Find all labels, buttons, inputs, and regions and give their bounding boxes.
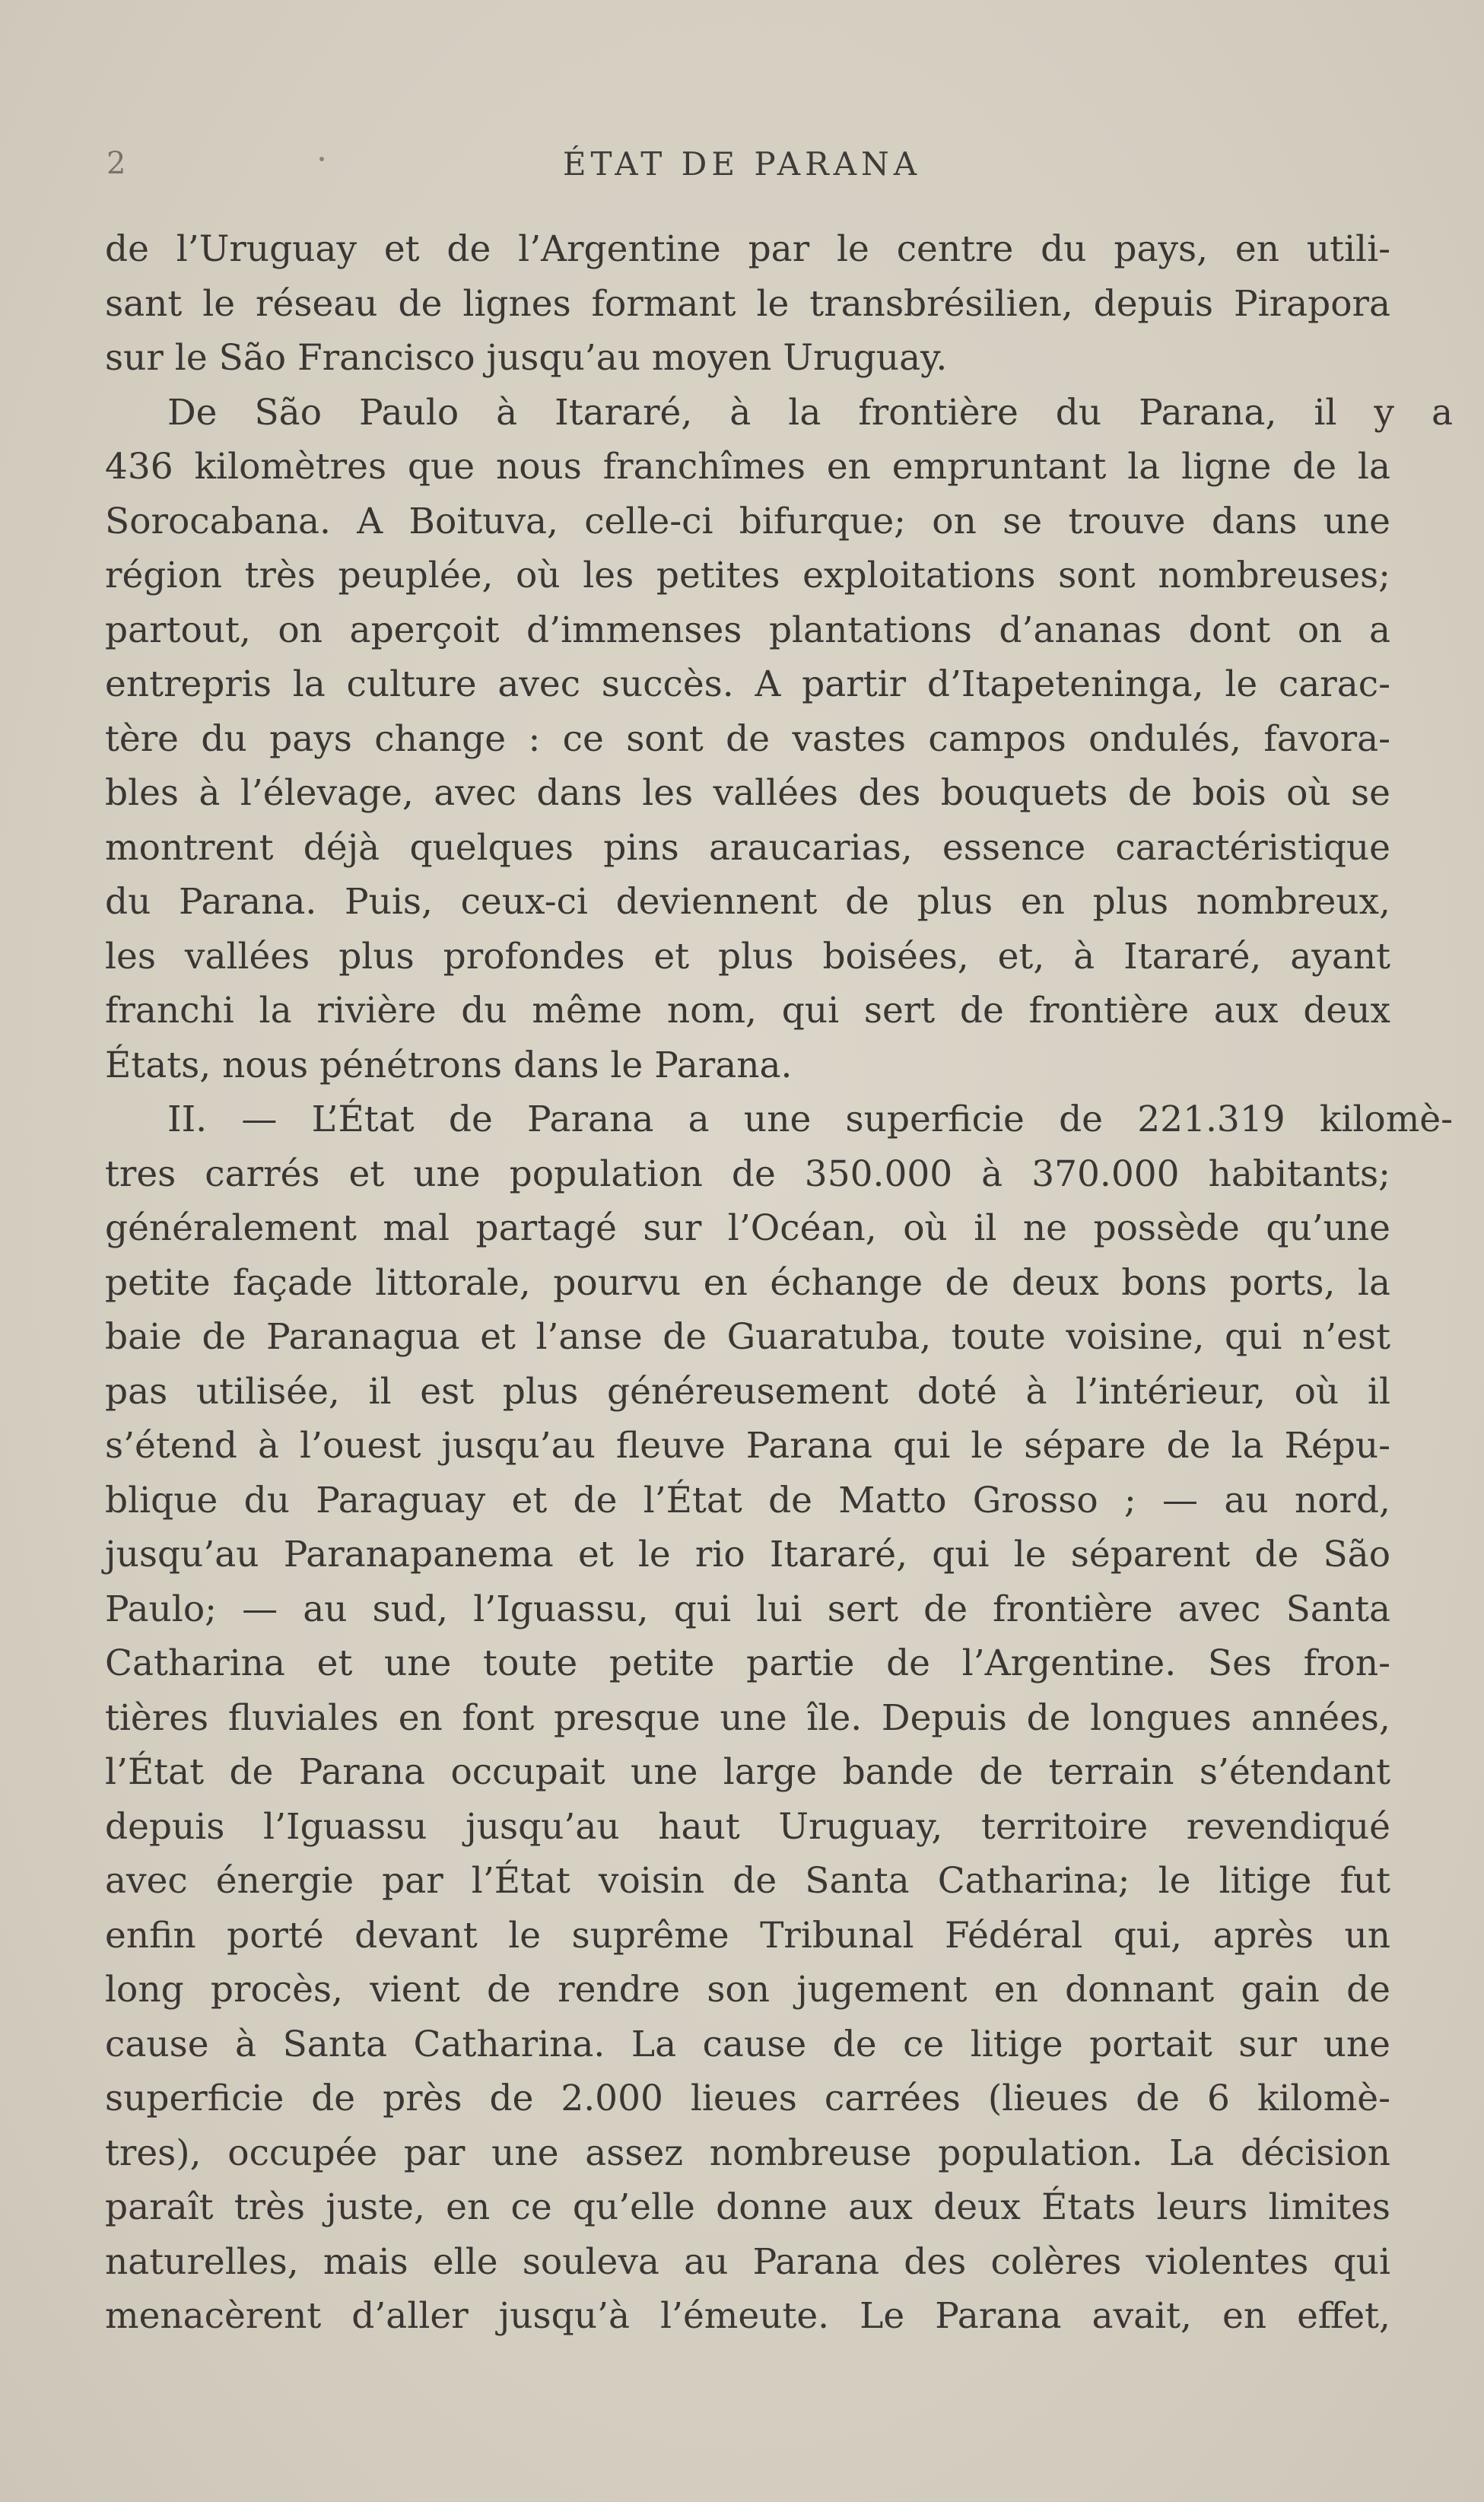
- text-line: long procès, vient de rendre son jugement en donnant gain de: [105, 1969, 1390, 2011]
- text-line: Paulo; — au sud, l’Iguassu, qui lui sert de frontière avec Santa: [105, 1588, 1390, 1630]
- text-line: 436 kilomètres que nous franchîmes en empruntant la ligne de la: [105, 446, 1390, 488]
- text-line: blique du Paraguay et de l’État de Matto Grosso ; — au nord,: [105, 1479, 1390, 1521]
- text-line: sant le réseau de lignes formant le transbrésilien, depuis Pirapora: [105, 282, 1390, 325]
- text-line: superficie de près de 2.000 lieues carrées (lieues de 6 kilomè-: [105, 2078, 1390, 2119]
- text-line: entrepris la culture avec succès. A partir d’Itapeteninga, le carac-: [105, 663, 1390, 705]
- text-line: petite façade littorale, pourvu en échange de deux bons ports, la: [105, 1261, 1390, 1304]
- body-text: [105, 222, 1453, 2344]
- text-line: partout, on aperçoit d’immenses plantations d’ananas dont on a: [105, 609, 1390, 651]
- page-header: [0, 141, 1484, 195]
- text-line: l’État de Parana occupait une large bande de terrain s’étendant: [105, 1751, 1390, 1793]
- running-head: ÉTAT DE PARANA: [562, 145, 922, 183]
- text-line: II. — L’État de Parana a une superficie de 221.319 kilomè-: [167, 1098, 1453, 1140]
- text-line: du Parana. Puis, ceux-ci deviennent de plus en plus nombreux,: [105, 881, 1390, 923]
- text-line: Catharina et une toute petite partie de l’Argentine. Ses fron-: [105, 1642, 1390, 1684]
- text-line: les vallées plus profondes et plus boisées, et, à Itararé, ayant: [105, 935, 1390, 978]
- text-line: franchi la rivière du même nom, qui sert de frontière aux deux: [105, 990, 1390, 1032]
- text-line: tère du pays change : ce sont de vastes campos ondulés, favora-: [105, 717, 1390, 760]
- text-line: menacèrent d’aller jusqu’à l’émeute. Le Parana avait, en effet,: [105, 2295, 1390, 2337]
- text-line: baie de Paranagua et l’anse de Guaratuba, toute voisine, qui n’est: [105, 1316, 1390, 1358]
- text-line: enfin porté devant le suprême Tribunal Fédéral qui, après un: [105, 1914, 1390, 1957]
- text-line: depuis l’Iguassu jusqu’au haut Uruguay, territoire revendiqué: [105, 1805, 1390, 1848]
- page-number: 2: [106, 146, 126, 181]
- text-line: paraît très juste, en ce qu’elle donne aux deux États leurs limites: [105, 2186, 1390, 2228]
- text-line: pas utilisée, il est plus généreusement doté à l’intérieur, où il: [105, 1370, 1390, 1413]
- text-line: États, nous pénétrons dans le Parana.: [105, 1044, 793, 1086]
- text-line: naturelles, mais elle souleva au Parana des colères violentes qui: [105, 2240, 1390, 2283]
- text-line: tres carrés et une population de 350.000 à 370.000 habitants;: [105, 1152, 1390, 1195]
- text-line: avec énergie par l’État voisin de Santa Catharina; le litige fut: [105, 1860, 1390, 1902]
- text-line: sur le São Francisco jusqu’au moyen Uruguay.: [105, 337, 948, 379]
- text-line: Sorocabana. A Boituva, celle-ci bifurque; on se trouve dans une: [105, 500, 1390, 542]
- text-line: s’étend à l’ouest jusqu’au fleuve Parana qui le sépare de la Répu-: [105, 1425, 1390, 1467]
- text-line: montrent déjà quelques pins araucarias, essence caractéristique: [105, 826, 1390, 869]
- text-line: tières fluviales en font presque une île. Depuis de longues années,: [105, 1696, 1390, 1739]
- text-line: généralement mal partagé sur l’Océan, où il ne possède qu’une: [105, 1207, 1390, 1249]
- text-line: cause à Santa Catharina. La cause de ce litige portait sur une: [105, 2023, 1390, 2065]
- text-line: bles à l’élevage, avec dans les vallées des bouquets de bois où se: [105, 772, 1390, 814]
- text-line: jusqu’au Paranapanema et le rio Itararé, qui le séparent de São: [105, 1534, 1390, 1575]
- text-line: de l’Uruguay et de l’Argentine par le centre du pays, en utili-: [105, 228, 1390, 270]
- text-line: tres), occupée par une assez nombreuse population. La décision: [105, 2132, 1390, 2174]
- text-line: région très peuplée, où les petites exploitations sont nombreuses;: [105, 555, 1390, 596]
- text-line: De São Paulo à Itararé, à la frontière du Parana, il y a: [167, 391, 1453, 434]
